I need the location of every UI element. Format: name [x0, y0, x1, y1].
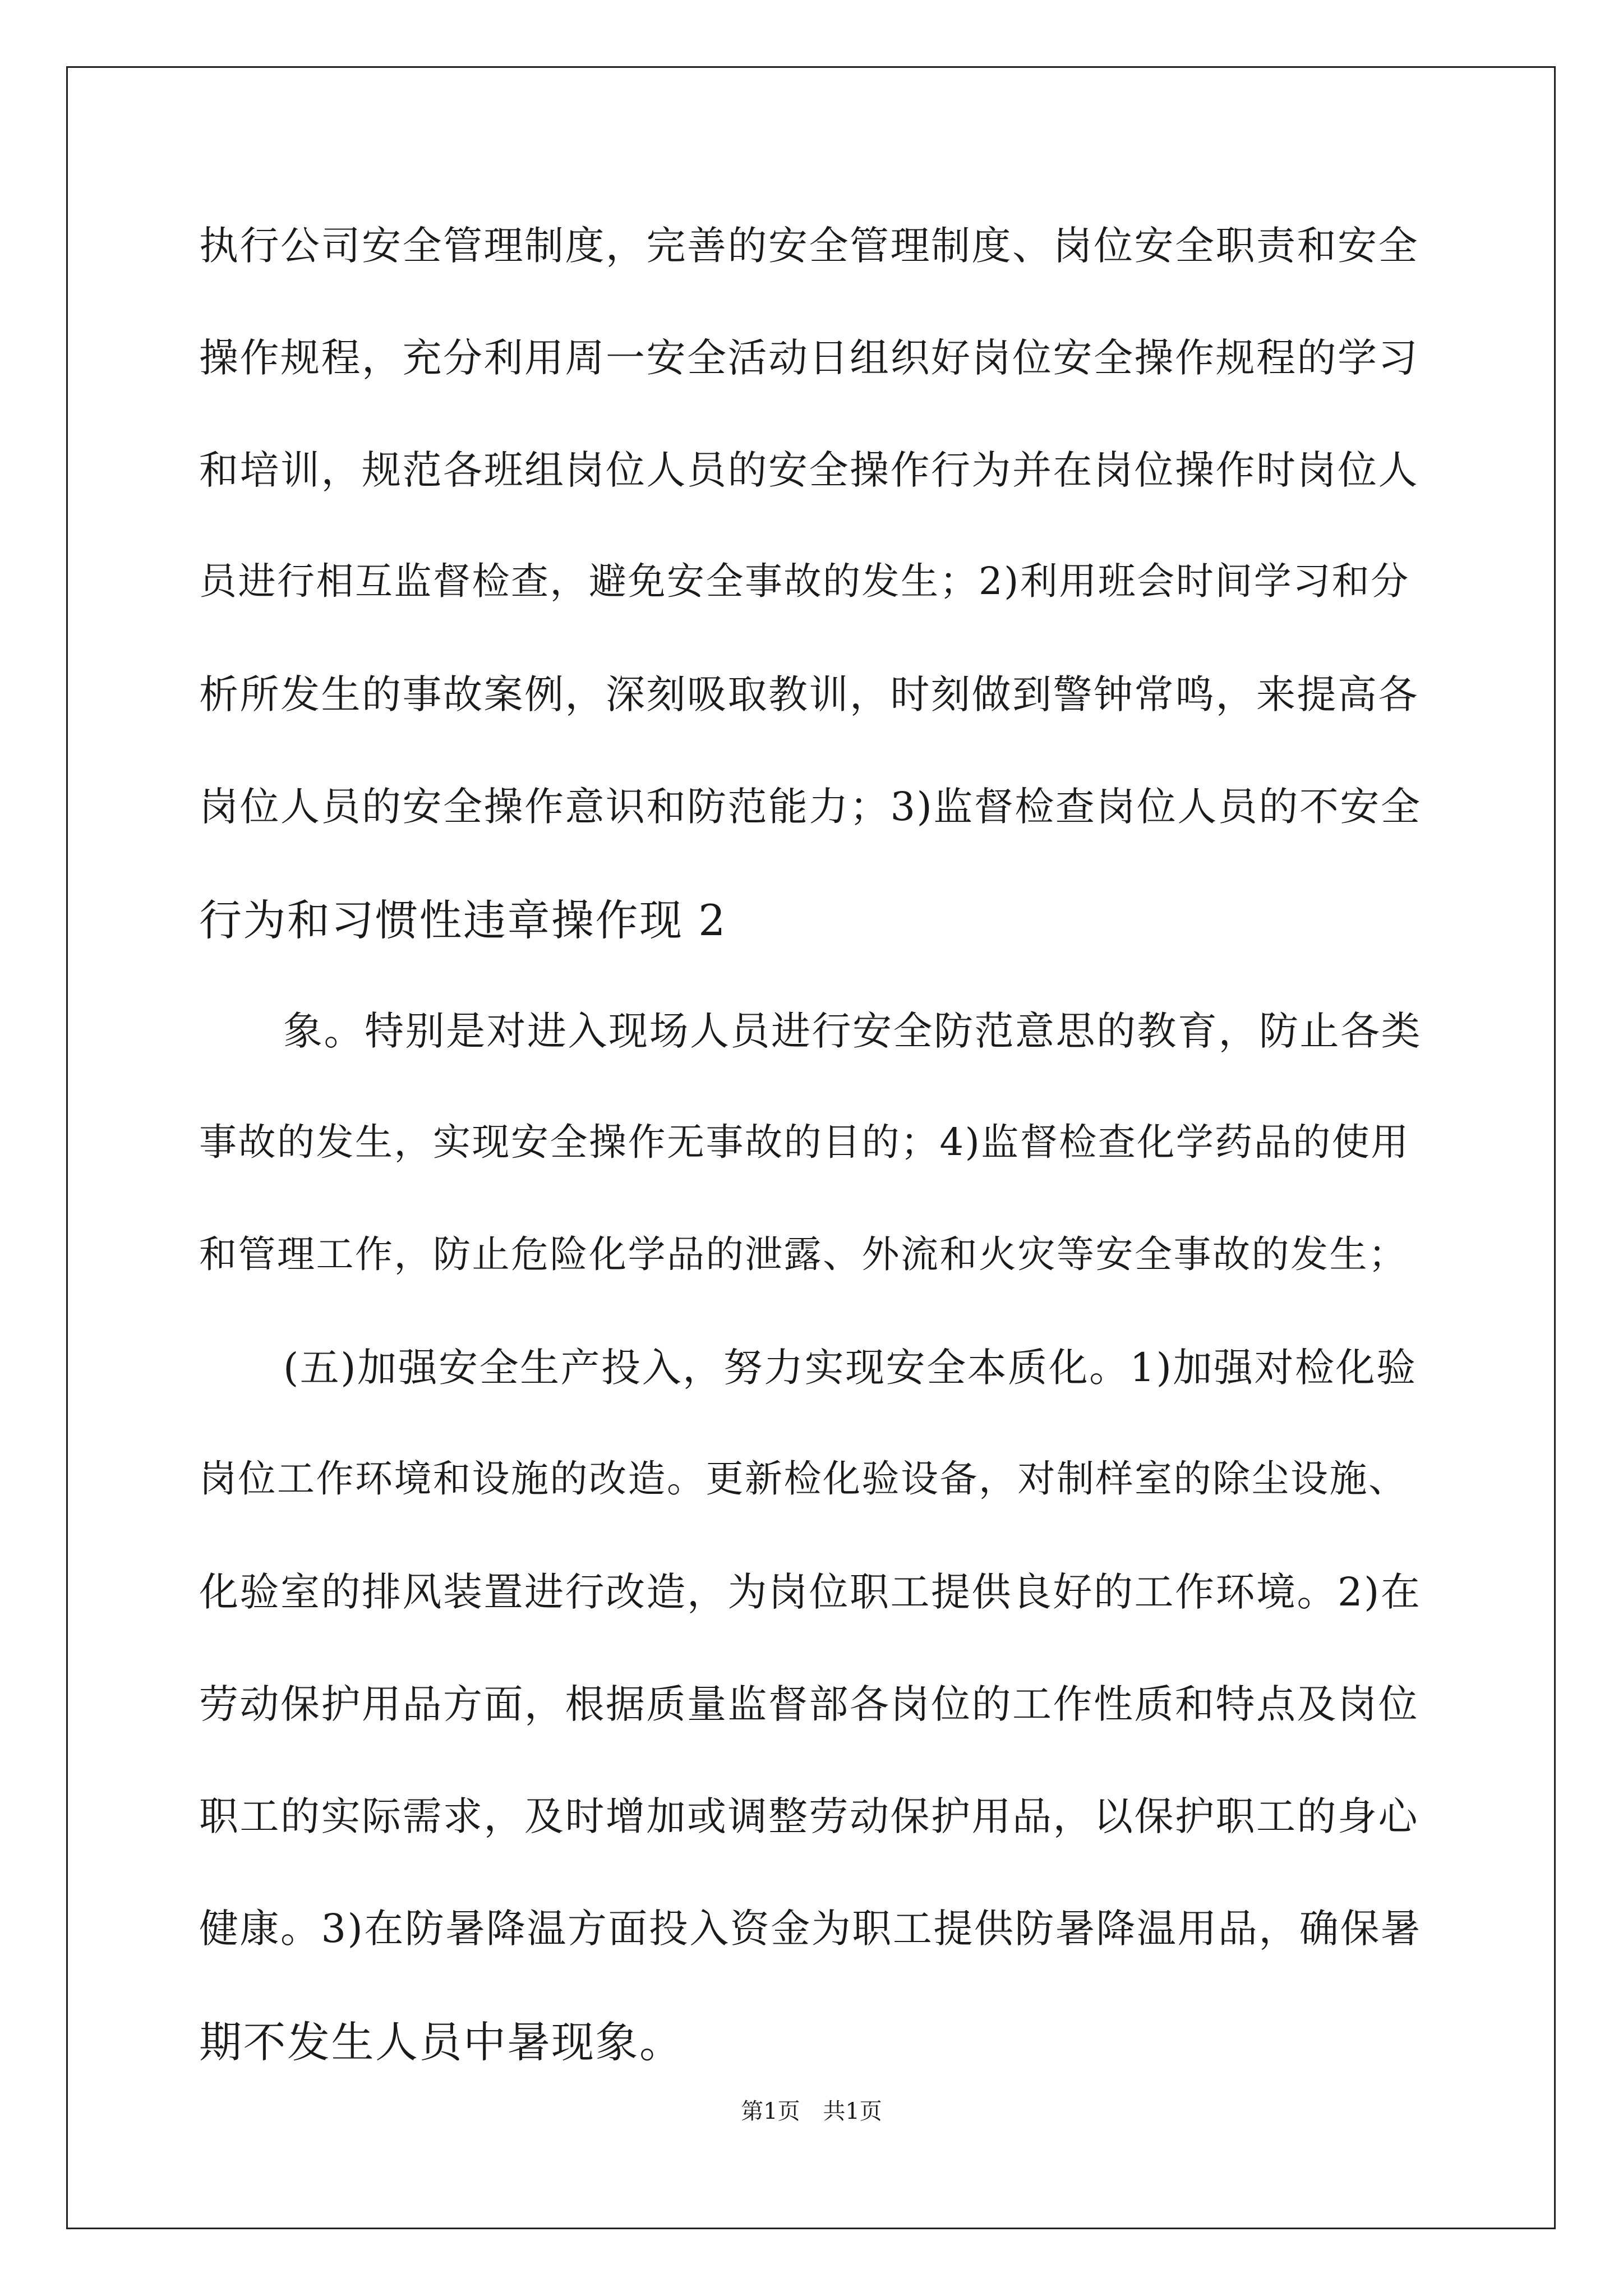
text-line: 事故的发生，实现安全操作无事故的目的；4)监督检查化学药品的使用	[199, 1120, 1410, 1164]
page-footer	[0, 2093, 1623, 2125]
text-line: 和培训，规范各班组岗位人员的安全操作行为并在岗位操作时岗位人	[199, 447, 1419, 493]
text-line: 员进行相互监督检查，避免安全事故的发生；2)利用班会时间学习和分	[199, 559, 1410, 603]
text-line: 期不发生人员中暑现象。	[199, 2017, 684, 2067]
text-line: 和管理工作，防止危险化学品的泄露、外流和火灾等安全事故的发生；	[199, 1232, 1408, 1276]
text-line: 岗位人员的安全操作意识和防范能力；3)监督检查岗位人员的不安全	[199, 784, 1422, 830]
text-line: 执行公司安全管理制度，完善的安全管理制度、岗位安全职责和安全	[199, 223, 1419, 269]
text-line: 象。特别是对进入现场人员进行安全防范意思的教育，防止各类	[283, 1008, 1422, 1054]
text-line: 健康。3)在防暑降温方面投入资金为职工提供防暑降温用品，确保暑	[199, 1906, 1422, 1952]
page-number: 第1页	[741, 2099, 800, 2124]
text-line: 操作规程，充分利用周一安全活动日组织好岗位安全操作规程的学习	[199, 335, 1419, 381]
text-line: 岗位工作环境和设施的改造。更新检化验设备，对制样室的除尘设施、	[199, 1457, 1408, 1501]
text-line: (五)加强安全生产投入，努力实现安全本质化。1)加强对检化验	[283, 1345, 1417, 1391]
text-line: 职工的实际需求，及时增加或调整劳动保护用品，以保护职工的身心	[199, 1793, 1419, 1839]
text-line: 析所发生的事故案例，深刻吸取教训，时刻做到警钟常鸣，来提高各	[199, 671, 1419, 717]
text-line: 劳动保护用品方面，根据质量监督部各岗位的工作性质和特点及岗位	[199, 1681, 1419, 1727]
text-line: 化验室的排风装置进行改造，为岗位职工提供良好的工作环境。2)在	[199, 1569, 1422, 1615]
text-line: 行为和习惯性违章操作现 2	[199, 895, 727, 945]
page-total: 共1页	[823, 2099, 882, 2124]
